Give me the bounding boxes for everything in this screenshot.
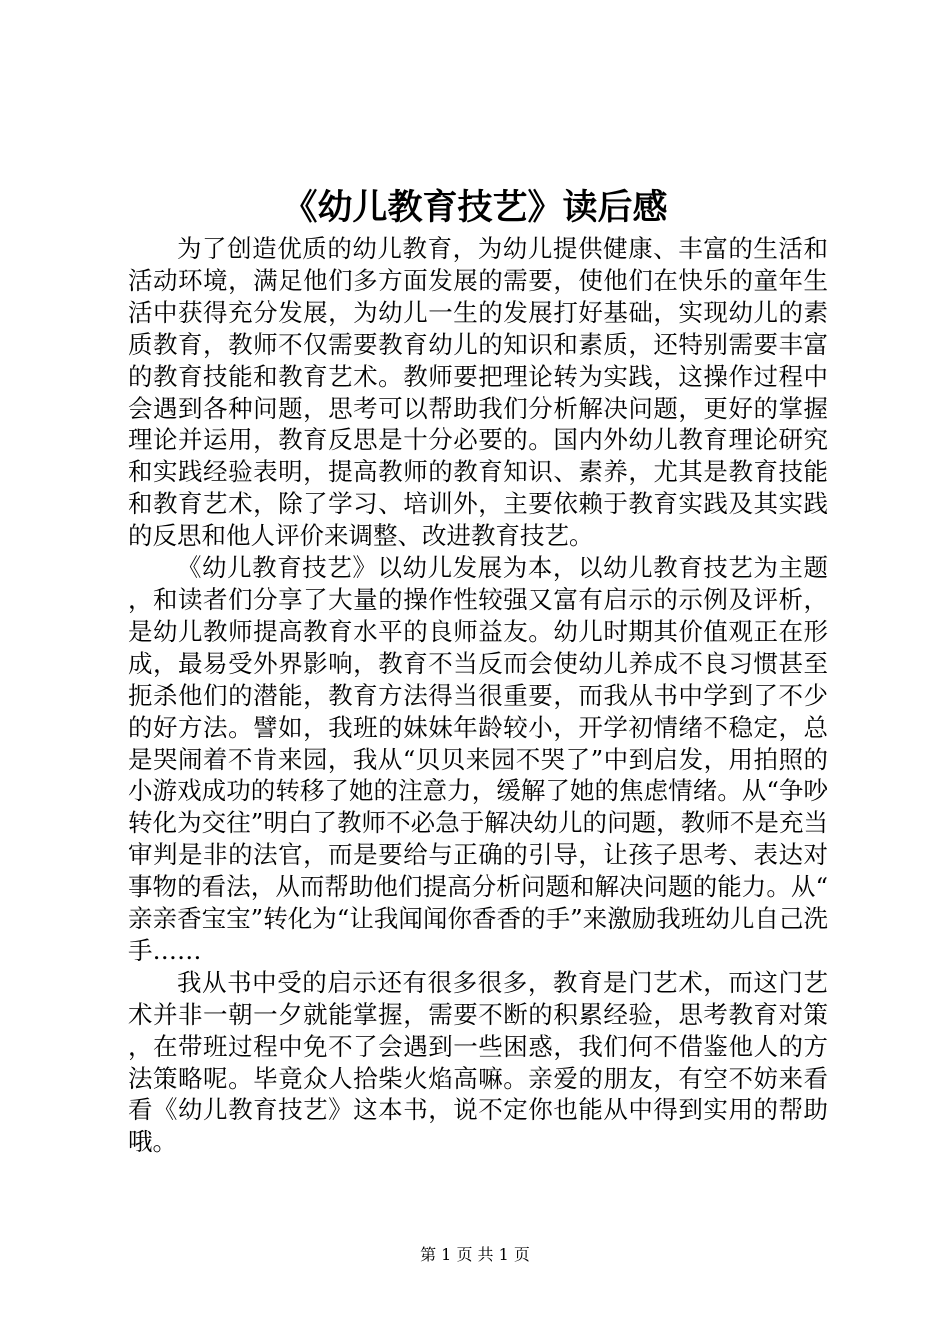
document-body [128,233,828,1158]
document-title: 《幼儿教育技艺》读后感 [282,188,668,228]
paragraph-2: 《幼儿教育技艺》以幼儿发展为本，以幼儿教育技艺为主题，和读者们分享了大量的操作性较强又富有启示的示例及评析，是幼儿教师提高教育水平的良师益友。幼儿时期其价值观正在形成，最易受外界影响，教育不当反而会使幼儿养成不良习惯甚至扼杀他们的潜能，教育方法得当很重要，而我从书中学到了不少的好方法。譬如，我班的妹妹年龄较小，开学初情绪不稳定，总是哭闹着不肯来园，我从“贝贝来园不哭了”中到启发，用拍照的小游戏成功的转移了她的注意力，缓解了她的焦虑情绪。从“争吵转化为交往”明白了教师不必急于解决幼儿的问题，教师不是充当审判是非的法官，而是要给与正确的引导，让孩子思考、表达对事物的看法，从而帮助他们提高分析问题和解决问题的能力。从“亲亲香宝宝”转化为“让我闻闻你香香的手”来激励我班幼儿自己洗手…… [128,553,828,965]
page-footer: 第 1 页 共 1 页 [420,1245,530,1264]
paragraph-1: 为了创造优质的幼儿教育，为幼儿提供健康、丰富的生活和活动环境，满足他们多方面发展的需要，使他们在快乐的童年生活中获得充分发展，为幼儿一生的发展打好基础，实现幼儿的素质教育，教师不仅需要教育幼儿的知识和素质，还特别需要丰富的教育技能和教育艺术。教师要把理论转为实践，这操作过程中会遇到各种问题，思考可以帮助我们分析解决问题，更好的掌握理论并运用，教育反思是十分必要的。国内外幼儿教育理论研究和实践经验表明，提高教师的教育知识、素养，尤其是教育技能和教育艺术，除了学习、培训外，主要依赖于教育实践及其实践的反思和他人评价来调整、改进教育技艺。 [128,234,828,551]
paragraph-3: 我从书中受的启示还有很多很多，教育是门艺术，而这门艺术并非一朝一夕就能掌握，需要不断的积累经验，思考教育对策，在带班过程中免不了会遇到一些困惑，我们何不借鉴他人的方法策略呢。毕竟众人拾柴火焰高嘛。亲爱的朋友，有空不妨来看看《幼儿教育技艺》这本书，说不定你也能从中得到实用的帮助哦。 [128,967,828,1157]
